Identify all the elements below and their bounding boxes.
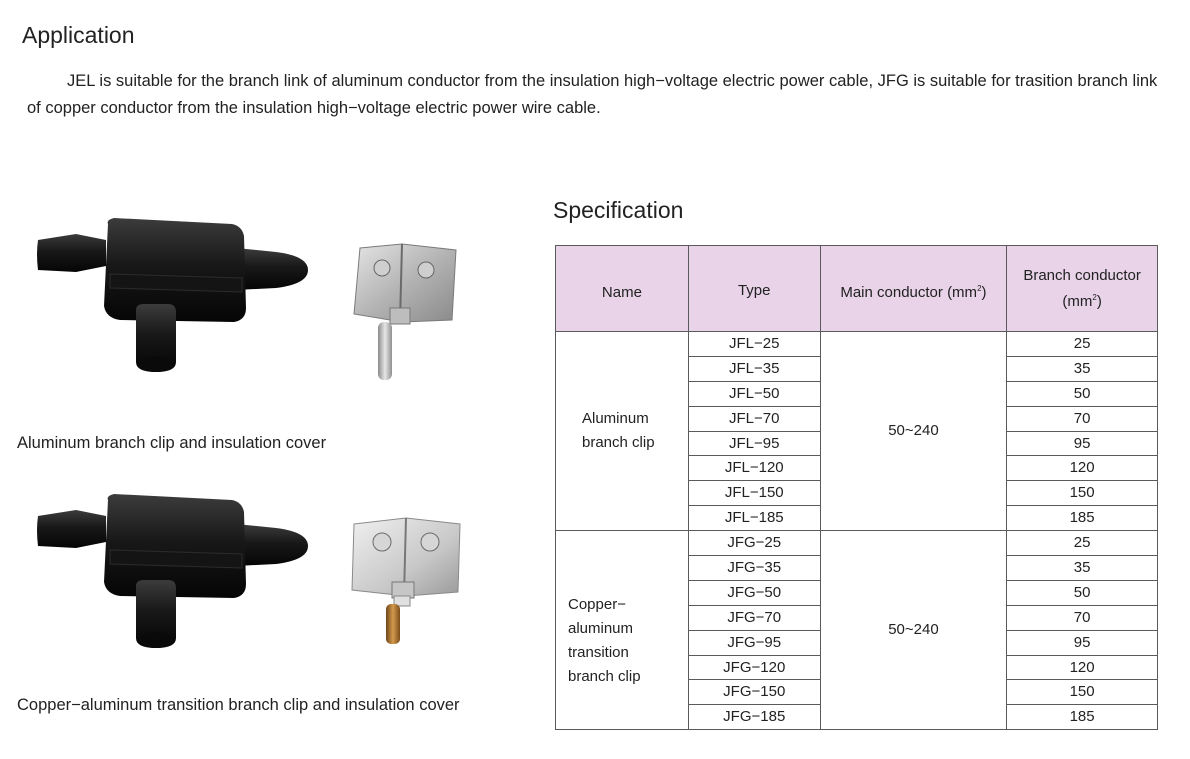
branch-cell: 35 <box>1007 556 1158 581</box>
branch-cell: 50 <box>1007 381 1158 406</box>
branch-cell: 95 <box>1007 431 1158 456</box>
type-cell: JFG−70 <box>688 605 820 630</box>
header-main-end: ) <box>981 283 987 301</box>
type-cell: JFG−95 <box>688 630 820 655</box>
type-cell: JFL−35 <box>688 356 820 381</box>
main-conductor-cell: 50~240 <box>820 332 1007 531</box>
type-cell: JFL−150 <box>688 481 820 506</box>
table-row <box>556 531 1158 556</box>
header-branch-conductor <box>1007 246 1158 332</box>
branch-cell: 150 <box>1007 680 1158 705</box>
insulation-cover-photo-2 <box>36 490 311 655</box>
branch-cell: 185 <box>1007 506 1158 531</box>
group-name-line: branch clip <box>582 434 655 452</box>
figure-caption-2: Copper−aluminum transition branch clip and insulation cover <box>17 696 460 714</box>
type-cell: JFG−25 <box>688 531 820 556</box>
header-main-label: Main conductor (mm <box>840 283 978 301</box>
specification-table <box>555 245 1158 730</box>
branch-cell: 120 <box>1007 655 1158 680</box>
header-type-label: Type <box>737 281 771 299</box>
group-name-line: transition <box>568 644 629 662</box>
header-branch-end: ) <box>1096 292 1102 310</box>
specification-title: Specification <box>553 197 684 223</box>
figure-caption-1: Aluminum branch clip and insulation cover <box>17 434 327 452</box>
application-text-body: JEL is suitable for the branch link of aluminum conductor from the insulation high−voltage electric power cable, JFG is suitable for trasition branch link of copper conductor from the insulation high−voltage electric power wire cable. <box>27 72 1158 117</box>
copper-aluminum-branch-clip-photo <box>350 512 465 647</box>
table-header-row <box>556 246 1158 332</box>
branch-cell: 35 <box>1007 356 1158 381</box>
type-cell: JFL−95 <box>688 431 820 456</box>
branch-cell: 185 <box>1007 705 1158 730</box>
type-cell: JFL−25 <box>688 332 820 357</box>
branch-cell: 120 <box>1007 456 1158 481</box>
header-name <box>556 246 689 332</box>
type-cell: JFL−50 <box>688 381 820 406</box>
branch-cell: 70 <box>1007 406 1158 431</box>
header-branch-label: Branch conductor <box>1023 266 1141 284</box>
insulation-cover-photo-1 <box>36 212 311 377</box>
type-cell: JFG−150 <box>688 680 820 705</box>
type-cell: JFG−35 <box>688 556 820 581</box>
header-branch-unit: (mm <box>1062 292 1093 310</box>
application-text <box>27 68 1167 122</box>
application-title: Application <box>22 22 135 48</box>
type-cell: JFL−120 <box>688 456 820 481</box>
header-main-sup: 2 <box>977 283 982 293</box>
header-type <box>688 246 820 332</box>
branch-cell: 150 <box>1007 481 1158 506</box>
group-name-line: Copper− <box>568 596 626 614</box>
branch-cell: 50 <box>1007 580 1158 605</box>
type-cell: JFG−120 <box>688 655 820 680</box>
branch-cell: 25 <box>1007 332 1158 357</box>
type-cell: JFL−185 <box>688 506 820 531</box>
type-cell: JFG−50 <box>688 580 820 605</box>
type-cell: JFL−70 <box>688 406 820 431</box>
group-name-line: Aluminum <box>582 410 649 428</box>
branch-cell: 95 <box>1007 630 1158 655</box>
table-row <box>556 332 1158 357</box>
group-name-copper-aluminum <box>556 531 689 730</box>
header-main-conductor <box>820 246 1007 332</box>
branch-cell: 25 <box>1007 531 1158 556</box>
branch-cell: 70 <box>1007 605 1158 630</box>
type-cell: JFG−185 <box>688 705 820 730</box>
main-conductor-cell: 50~240 <box>820 531 1007 730</box>
group-name-line: branch clip <box>568 668 641 686</box>
header-branch-sup: 2 <box>1092 292 1097 302</box>
header-name-label: Name <box>601 283 642 301</box>
group-name-aluminum <box>556 332 689 531</box>
group-name-line: aluminum <box>568 620 634 638</box>
aluminum-branch-clip-photo <box>352 240 462 385</box>
